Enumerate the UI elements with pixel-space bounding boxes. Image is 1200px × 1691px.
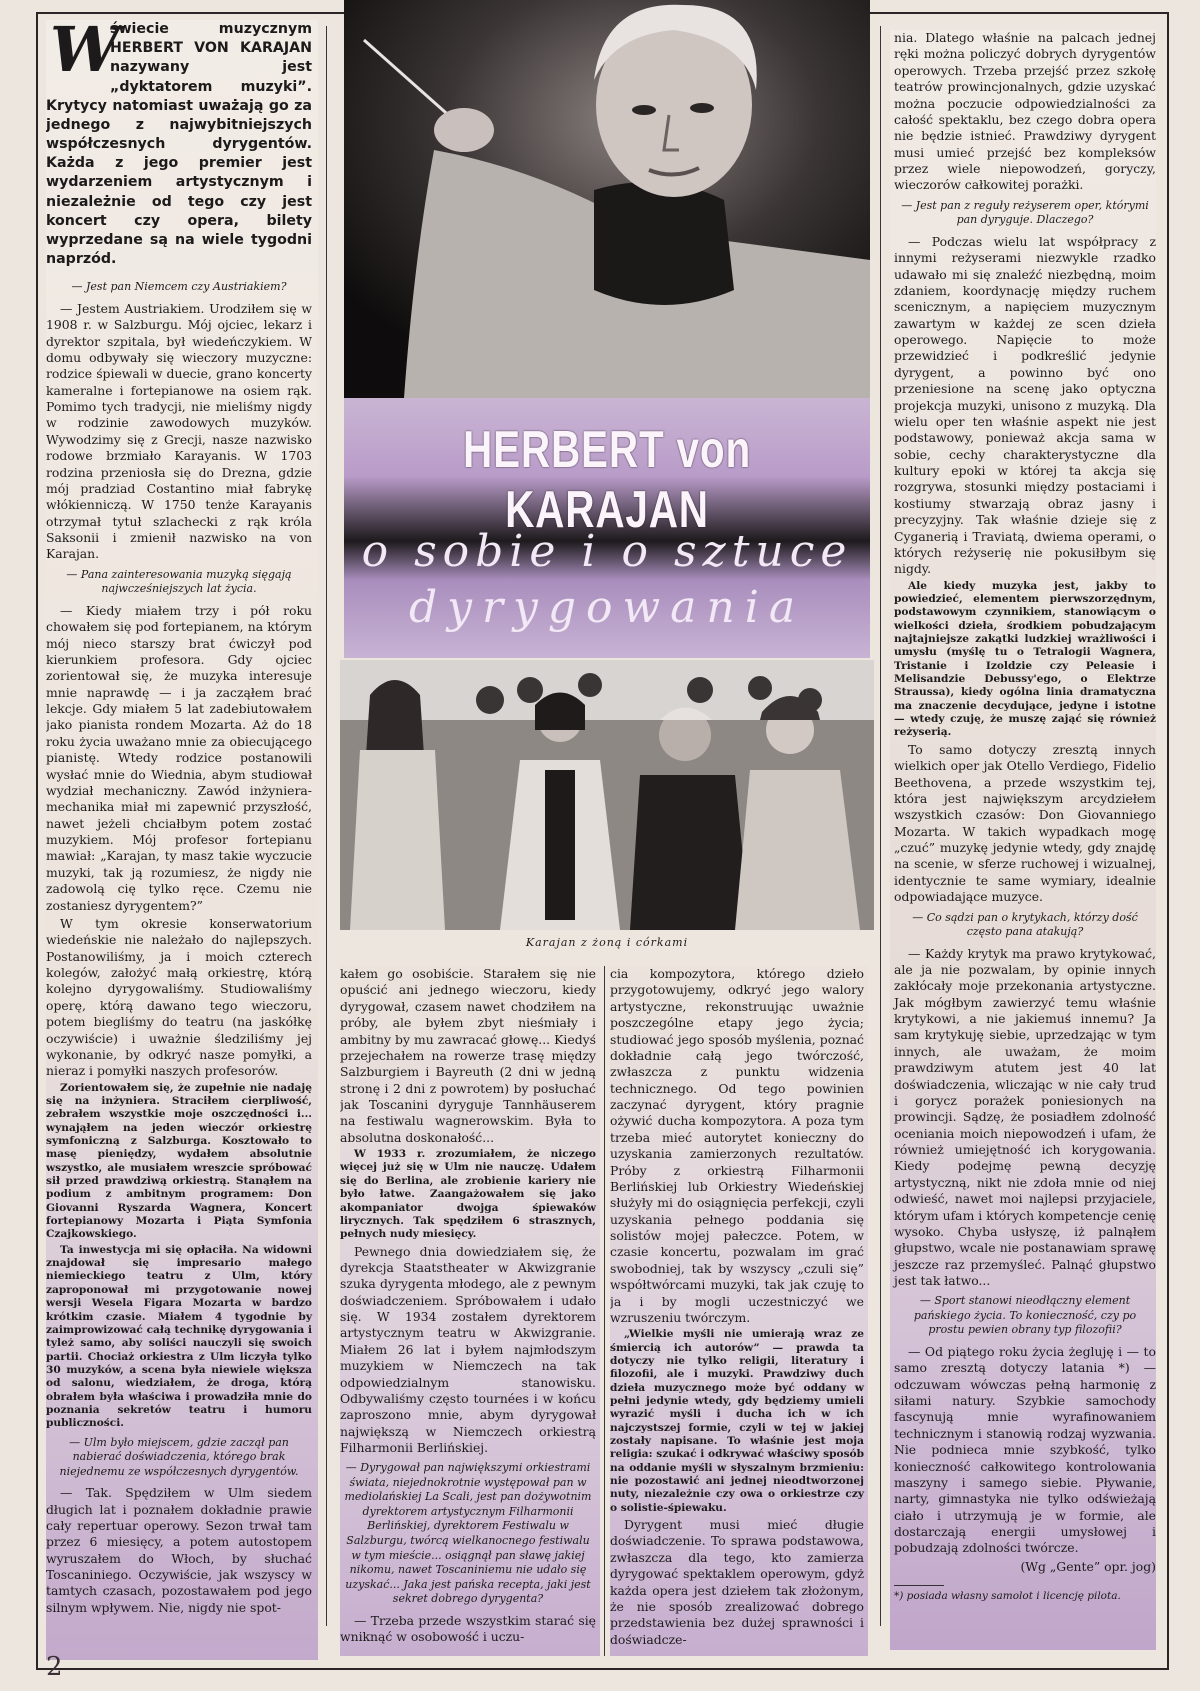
article-column-4 bbox=[890, 30, 1156, 1650]
article-column-2 bbox=[340, 966, 600, 1656]
interview-question: — Jest pan Niemcem czy Austriakiem? bbox=[71, 280, 287, 294]
source-signature: (Wg „Gente” opr. jog) bbox=[1020, 1558, 1156, 1574]
family-illustration bbox=[340, 660, 874, 930]
interview-question: — Ulm było miejscem, gdzie zaczął pan nabierać doświadczenia, którego brak niejednemu ze współczesnych dyrygentów. bbox=[59, 1435, 299, 1478]
interview-question: — Sport stanowi nieodłączny element pańskiego życia. To konieczność, czy po prostu pewien obrany typ filozofii? bbox=[913, 1294, 1137, 1337]
footnote-divider bbox=[894, 1585, 944, 1586]
article-paragraph: Ale kiedy muzyka jest, jakby to powiedzieć, elementem pierwszorzędnym, podstawowym czynnikiem, stanowiącym o wielkości dzieła, środkiem pobudzającym najtajniejsze zakątki ludzkiej wrażliwości i umysłu (myślę tu o Tetralogii Wagnera, Tristanie i Izoldzie czy Peleasie i Melisandzie Debussy'ego, o Elektrze Straussa), kiedy ogólna linia dramatyczna ma znaczenie decydujące, jedyne i istotne — wtedy czuję, że muszę zająć się również reżyserią. bbox=[894, 579, 1156, 739]
footnote: *) posiada własny samolot i licencję pilota. bbox=[894, 1590, 1121, 1603]
column-1-body bbox=[46, 280, 312, 1616]
column-3-body bbox=[610, 966, 864, 1648]
article-paragraph: nia. Dlatego właśnie na palcach jednej ręki można policzyć dobrych dyrygentów operowych. Trzeba przejść przez szkołę teatrów prowincjonalnych, gdzie uzyskać można poczucie odpowiedzialności za całość spektaklu, bez czego dobra opera nie będzie istnieć. Prawdziwy dyrygent musi umieć przejść bez kompleksów przez wiele niepowodzeń, goryczy, wieczorów całkowitej porażki. bbox=[894, 30, 1156, 193]
article-paragraph: — Podczas wielu lat współpracy z innymi reżyserami niezwykle rzadko udawało mi się znaleźć niezbędną, moim zdaniem, koordynację między ruchem scenicznym, a napięciem muzycznym zawartym w każdej ze scen dzieła operowego. Napięcie to może przewidzieć i podkreślić jedynie dyrygent, a powinno być ono przeniesione na scenę jako optyczna projekcja muzyki, unisono z muzyką. Dla wielu oper ten właśnie aspekt nie jest podstawowy, ponieważ akcja sama w sobie, cechy charakterystyczne dla kultury epoki w której ta akcja się rozgrywa, stosunki między postaciami i kostiumy stwarzają obraz jasny i precyzyjny. Tak właśnie dzieje się z Cyganerią i Traviatą, dwiema operami, o których reżyserię nie pokusiłbym się nigdy. bbox=[894, 233, 1156, 577]
headline-title: HERBERT von KARAJAN bbox=[462, 421, 752, 539]
article-paragraph: — Każdy krytyk ma prawo krytykować, ale ja nie pozwalam, by opinie innych zakłócały moje przekonania artystyczne. Jak mógłbym zawierzyć temu właśnie krytykowi, a nie jakiemuś innemu? Ja sam krytykuję siebie, uprzedzając w tym innych, ale uważam, że moim prawdziwym atutem jest 40 lat doświadczenia, wliczając w nie cały trud i gorycz porażek poniesionych na prowincji. Sądzę, że posiadłem zdolność oceniania moich niepowodzeń i ufam, że również umiejętność ich korygowania. Kiedy podejmę pewną decyzję artystyczną, nikt nie zdoła mnie od niej odwieść, nawet moi najlepsi przyjaciele, którym ufam i których kompetencje cenię wysoko. Chyba usłyszę, iż palnąłem głupstwo, wcale nie postanawiam sprawę jeszcze raz przemyśleć. Palnąć głupstwo jest tak łatwo... bbox=[894, 945, 1156, 1289]
column-divider bbox=[880, 26, 881, 1626]
article-paragraph: Pewnego dnia dowiedziałem się, że dyrekcja Staatstheater w Akwizgranie szuka dyrygenta młodego, ale z pewnym doświadczeniem. Spróbowałem i udało się. W 1934 zostałem dyrektorem artystycznym teatru w Akwizgranie. Miałem 26 lat i byłem najmłodszym muzykiem w Niemczech na tak odpowiedzialnym stanowisku. Odbywaliśmy często tournées i w końcu zaproszono mnie, abym dyrygował największą w Niemczech orkiestrą Filharmonii Berlińskiej. bbox=[340, 1243, 596, 1456]
article-paragraph: Dyrygent musi mieć długie doświadczenie. To sprawa podstawowa, zwłaszcza dla tego, kto zamierza dyrygować spektaklem operowym, gdyż każda opera jest dziełem tak złożonym, że nie sposób zrealizować dobrego przedstawienia bez dużej sprawności i doświadcze- bbox=[610, 1517, 864, 1647]
interview-question: — Co sądzi pan o krytykach, którzy dość często pana atakują? bbox=[912, 910, 1138, 939]
article-paragraph: — Tak. Spędziłem w Ulm siedem długich lat i poznałem dokładnie prawie cały repertuar operowy. Sezon trwał tam przez 6 miesięcy, a potem autostopem wyruszałem do Włoch, by słuchać Toscaniniego. Oczywiście, jak wszyscy w tamtych czasach, pozostawałem pod jego silnym wpływem. Nie, nigdy nie spot- bbox=[46, 1485, 312, 1615]
family-photo bbox=[340, 660, 874, 930]
article-paragraph: — Jestem Austriakiem. Urodziłem się w 1908 r. w Salzburgu. Mój ojciec, lekarz i dyrektor szpitala, był wiedeńczykiem. W domu odbywały się wieczory muzyczne: rodzice śpiewali w duecie, grano koncerty kameralne i fortepianowe na osiem rąk. Pomimo tych tradycji, nie mieliśmy nigdy w rodzinie zawodowych muzyków. Wywodzimy się z Grecji, nasze nazwisko rodowe brzmiało Karayanis. W 1703 rodzina przeniosła się do Drezna, gdzie mój pradziad Costantino miał fabrykę włókienniczą. W 1750 tenże Karayanis otrzymał tytuł szlachecki z rąk króla Saksonii i zmienił nazwisko na von Karajan. bbox=[46, 300, 312, 562]
article-paragraph: — Trzeba przede wszystkim starać się wniknąć w osobowość i uczu- bbox=[340, 1612, 596, 1644]
column-2-body bbox=[340, 966, 596, 1645]
headline-band bbox=[344, 398, 870, 658]
column-4-body bbox=[894, 30, 1156, 1557]
article-paragraph: — Kiedy miałem trzy i pół roku chowałem się pod fortepianem, na którym mój nieco starszy brat ćwiczył pod kierunkiem profesora. Gdy ojciec zorientował się, że muzyka interesuje mnie naprawdę — i ja zacząłem brać lekcje. Gdy miałem 5 lat zadebiutowałem jako pianista rondem Mozarta. Aż do 18 roku życia uważano mnie za obiecującego pianistę. Wtedy rodzice postanowili wysłać mnie do Wiednia, abym studiował wydział mechaniczny. Zawód inżyniera-mechanika miał mi zapewnić przyszłość, nawet jeżeli chciałbym potem zostać muzykiem. Mój profesor fortepianu mawiał: „Karajan, ty masz takie wyczucie muzyki, tak ją rozumiesz, że nigdy nie zadowolą cię tylko ręce. Czemu nie zostaniesz dyrygentem?” bbox=[46, 602, 312, 913]
intro-text: świecie muzycznym HERBERT VON KARAJAN nazywany jest „dyktatorem muzyki”. Krytycy natomiast uważają go za jednego z najwybitniejszych współczesnych dyrygentów. Każda z jego premier jest wydarzeniem artystycznym i niezależnie od tego czy jest koncert czy opera, bilety wyprzedane są na wiele tygodni naprzód. bbox=[46, 21, 312, 268]
interview-question: — Pana zainteresowania muzyką sięgają najwcześniejszych lat życia. bbox=[66, 567, 292, 596]
page-number: 2 bbox=[46, 1652, 63, 1682]
headline-subtitle-line-2: dyrygowania bbox=[408, 582, 806, 633]
drop-cap: W bbox=[50, 20, 120, 86]
article-column-1 bbox=[46, 20, 318, 1660]
portrait-illustration bbox=[344, 0, 870, 398]
interview-question: — Jest pan z reguły reżyserem oper, którymi pan dyryguje. Dlaczego? bbox=[901, 198, 1149, 227]
article-paragraph: W 1933 r. zrozumiałem, że niczego więcej już się w Ulm nie nauczę. Udałem się do Berlina, ale zrobienie kariery nie było łatwe. Zaangażowałem się jako akompaniator dwojga śpiewaków lirycznych. Tak spędziłem 6 strasznych, pełnych nudy miesięcy. bbox=[340, 1148, 596, 1241]
article-paragraph: To samo dotyczy zresztą innych wielkich oper jak Otello Verdiego, Fidelio Beethovena, a przede wszystkim tej, która jest największym arcydziełem wszystkich czasów: Don Giovanniego Mozarta. W takich wypadkach mogę „czuć” muzykę jedynie wtedy, gdy znajdę na scenie, w sferze ruchowej i wizualnej, identycznie te same wymiary, idealnie odpowiadające muzyce. bbox=[894, 741, 1156, 905]
karajan-portrait-photo bbox=[344, 0, 870, 398]
column-divider bbox=[604, 966, 605, 1656]
article-paragraph: „Wielkie myśli nie umierają wraz ze śmiercią ich autorów” — prawda ta dotyczy nie tylko religii, literatury i filozofii, ale i muzyki. Prawdziwy duch dzieła muzycznego może być oddany w pełni jedynie wtedy, gdy będziemy umieli wyrazić myśli i ducha ich w ich najczystszej formie, czyli w tej w jakiej zostały napisane. To właśnie jest moja religia: szukać i odkrywać właściwy sposób na oddanie myśli w słyszalnym brzmieniu: nie pozostawić ani jednej nieodtworzonej nuty, niezależnie czy owa o orkiestrze czy o solistie-śpiewaku. bbox=[610, 1328, 865, 1514]
article-paragraph: cia kompozytora, którego dzieło przygotowujemy, odkryć jego walory artystyczne, rekonstruując uważnie poszczególne etapy jego życia; studiować jego sposób myślenia, poznać dokładnie całą jego twórczość, zwłaszcza z punktu widzenia technicznego. Od tego powinien zaczynać dyrygent, który pragnie ożywić ducha kompozytora. A poza tym trzeba mieć autorytet konieczny do uzyskania zamierzonych rezultatów. Próby z orkiestrą Filharmonii Berlińskiej lub Orkiestry Wiedeńskiej służyły mi do osiągnięcia perfekcji, czyli uzyskania pełnego poddania się solistów mojej pałeczce. Potem, w czasie koncertu, pozwalam im grać swobodniej, tak by wszyscy „czuli się” współtwórcami muzyki, tak jak czuję to ja i by mogli uczestniczyć we wzruszeniu twórczym. bbox=[610, 966, 864, 1325]
article-paragraph: Zorientowałem się, że zupełnie nie nadaję się na inżyniera. Straciłem cierpliwość, zebrałem wszystkie moje oszczędności i... wynająłem na jeden wieczór orkiestrę symfoniczną z Salzburga. Kosztowało to masę pieniędzy, wydałem absolutnie wszystko, ale musiałem wreszcie spróbować sił przed prawdziwą orkiestrą. Stanąłem na podium z ambitnym programem: Don Giovanni Ryszarda Wagnera, Koncert fortepianowy Mozarta i Piąta Symfonia Czajkowskiego. bbox=[46, 1081, 312, 1241]
article-intro bbox=[46, 20, 312, 269]
headline-subtitle-line-1: o sobie i o sztuce bbox=[361, 526, 853, 577]
article-paragraph: W tym okresie konserwatorium wiedeńskie nie należało do najlepszych. Postanowiliśmy, ja i moich czterech kolegów, założyć małą orkiestrę, którą kolejno dyrygowaliśmy. Studiowaliśmy operę, którą dawano tego wieczoru, potem biegliśmy do teatru (na jaskółkę oczywiście) i uważnie śledziliśmy jej wykonanie, by odkryć nasze pomyłki, a nieraz i pomyłki naszych profesorów. bbox=[46, 915, 312, 1079]
article-column-3 bbox=[610, 966, 868, 1656]
photo-caption: Karajan z żoną i córkami bbox=[525, 936, 689, 949]
interview-question: — Dyrygował pan największymi orkiestrami świata, niejednokrotnie występował pan w mediolańskiej La Scali, jest pan dożywotnim dyrektorem artystycznym Filharmonii Berlińskiej, dyrektorem Festiwalu w Salzburgu, twórcą wielkanocnego festiwalu w tym mieście... osiągnął pan sławę jakiej nikomu, nawet Toscaniniemu nie udało się uzyskać... Jaka jest pańska recepta, jaki jest sekret dobrego dyrygenta? bbox=[344, 1461, 592, 1606]
article-paragraph: Ta inwestycja mi się opłaciła. Na widowni znajdował się impresario małego niemieckiego teatru z Ulm, który zaproponował mi przygotowanie nowej wersji Wesela Figara Mozarta w bardzo krótkim czasie. Miałem 4 tygodnie by zaimprowizować całą technikę dyrygowania i tyleż samo, aby soliści nauczyli się swoich partii. Chociaż orkiestra z Ulm liczyła tylko 30 muzyków, a scena była niewiele większa od salonu, wiedziałem, że droga, którą obrałem była właściwa i prowadziła mnie do poznania sekretów teatru i humoru publiczności. bbox=[46, 1243, 312, 1430]
article-paragraph: kałem go osobiście. Starałem się nie opuścić ani jednego wieczoru, kiedy dyrygował, czasem nawet chodziłem na próby, ale byłem zbyt nieśmiały i ambitny by mu zawracać głowę... Kiedyś przejechałem na rowerze trasę między Salzburgiem i Bayreuth (2 dni w jedną stronę i 2 dni z powrotem) by posłuchać jak Toscanini dyryguje Tannhäuserem na festiwalu wagnerowskim. Była to absolutna doskonałość... bbox=[340, 966, 596, 1145]
column-divider bbox=[326, 26, 327, 1626]
article-paragraph: — Od piątego roku życia żegluję i — to samo zresztą dotyczy latania *) — odczuwam wówczas pełną harmonię z siłami natury. Szybkie samochody fascynują mnie wyrafinowaniem technicznym i stanowią rodzaj wyzwania. Nie podnieca mnie szybkość, tylko konieczność całkowitego kontrolowania maszyny i samego siebie. Pływanie, narty, gimnastyka nie tylko odświeżają ciało i utrzymują je w formie, ale dostarczają energii umysłowej i pobudzają zdolności twórcze. bbox=[894, 1343, 1156, 1556]
